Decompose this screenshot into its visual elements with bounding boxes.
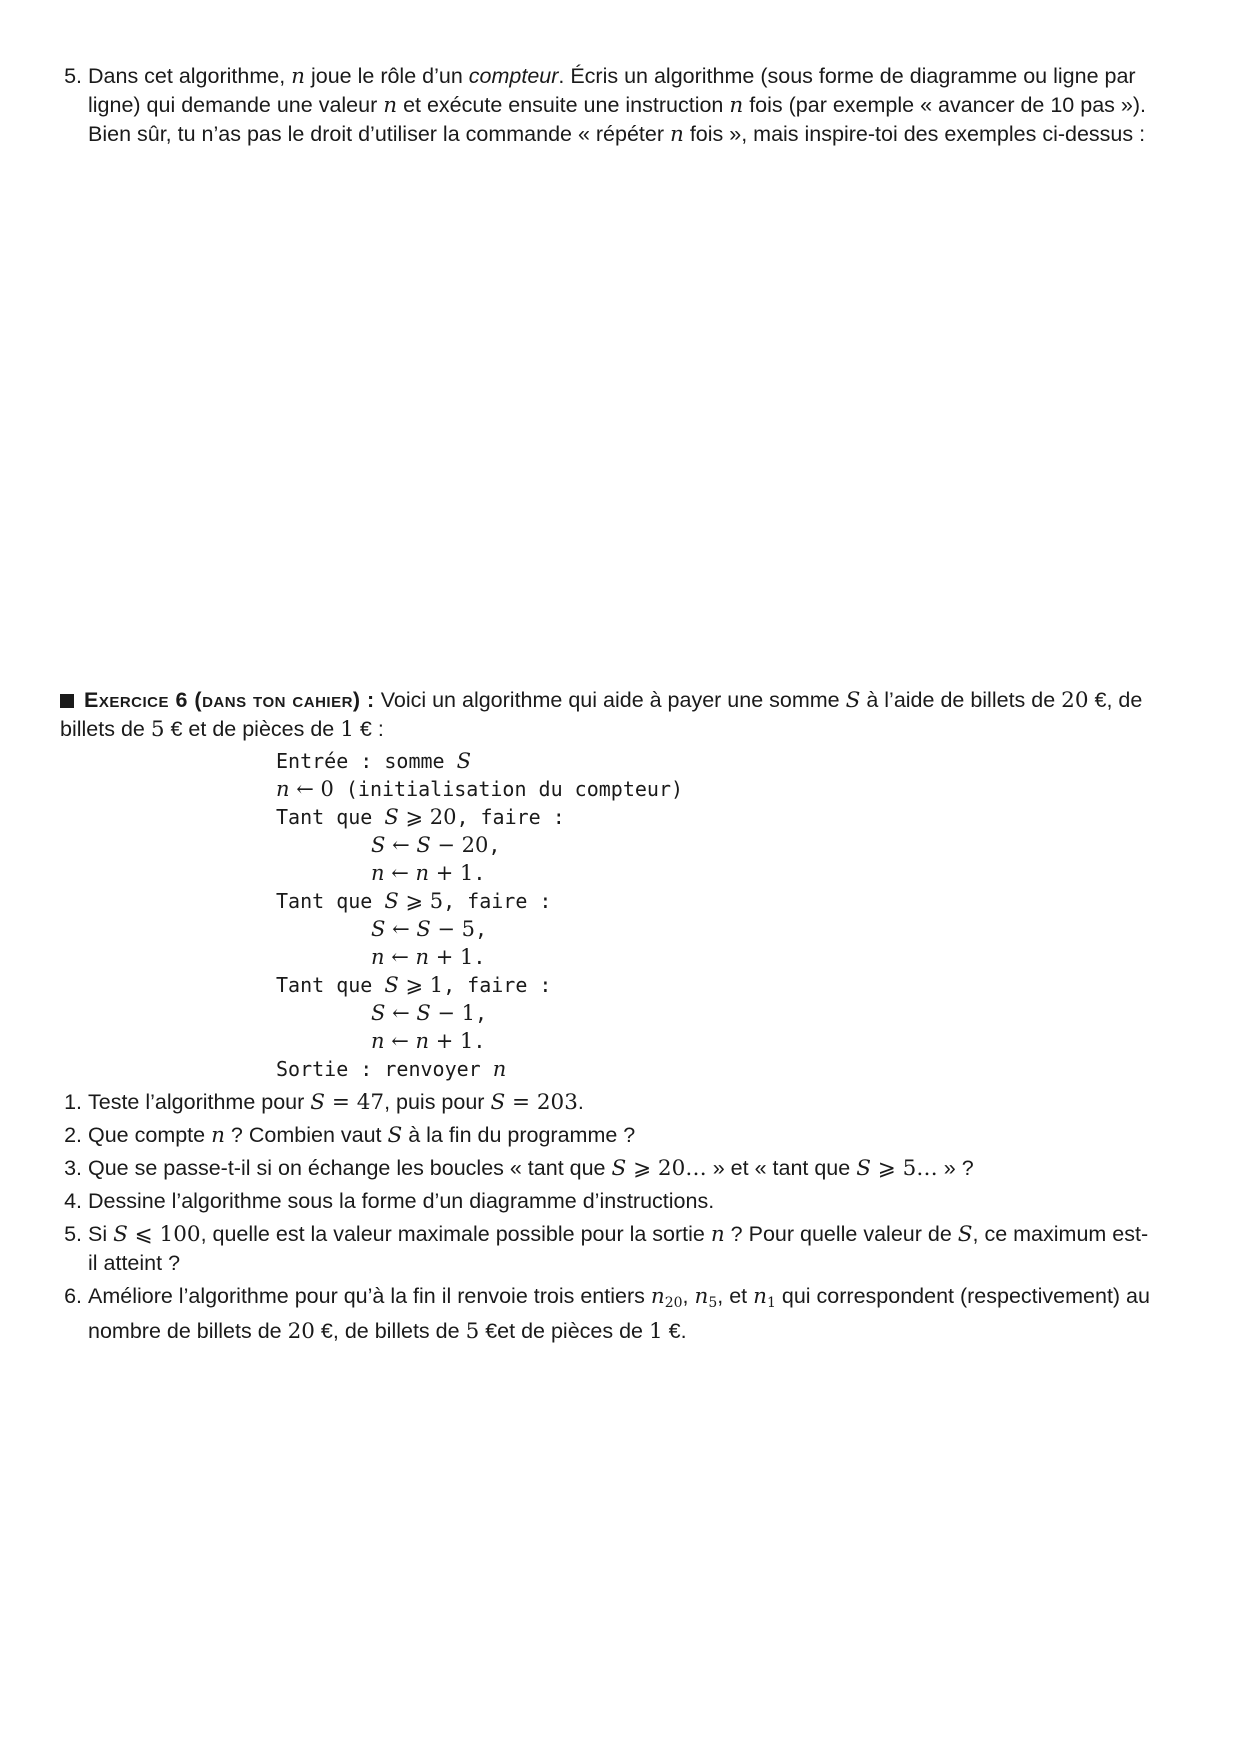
- item-number: 5.: [64, 64, 82, 88]
- item-text: Teste l’algorithme pour S = 47, puis pour S = 203.: [88, 1090, 584, 1115]
- item-text: Que se passe-t-il si on échange les boucles « tant que S ⩾ 20… » et « tant que S ⩾ 5… » ?: [88, 1156, 974, 1181]
- item-number: 2.: [64, 1123, 82, 1147]
- algo-line-sub1: S ← S − 1,: [371, 1001, 488, 1025]
- item-text: Dans cet algorithme, n joue le rôle d’un compteur. Écris un algorithme (sous forme de diagramme ou ligne par ligne) qui demande une valeur n et exécute ensuite une instruction n fois (par exemple « avancer de 10 pas »). Bien sûr, tu n’as pas le droit d’utiliser la commande « répéter n fois », mais inspire-toi des exemples ci-dessus :: [88, 64, 1146, 147]
- algo-line-init: n ← 0 (initialisation du compteur): [276, 777, 684, 801]
- question-2: [60, 1121, 1150, 1150]
- algo-line-output: Sortie : renvoyer n: [276, 1057, 507, 1081]
- item-text: Que compte n ? Combien vaut S à la fin du programme ?: [88, 1123, 636, 1148]
- item-number: 6.: [64, 1284, 82, 1308]
- item-number: 3.: [64, 1156, 82, 1180]
- question-5: [60, 1220, 1150, 1277]
- item-text: Si S ⩽ 100, quelle est la valeur maximale possible pour la sortie n ? Pour quelle valeur de S, ce maximum est-il atteint ?: [88, 1222, 1149, 1275]
- exercise-6-intro: Exercice 6 (dans ton cahier) : Voici un algorithme qui aide à payer une somme S à l’aide de billets de 20 €, de billets de 5 € et de pièces de 1 € :: [60, 688, 1143, 742]
- item-number: 4.: [64, 1189, 82, 1213]
- algo-line-input: Entrée : somme S: [276, 749, 472, 773]
- item-text: Dessine l’algorithme sous la forme d’un diagramme d’instructions.: [88, 1189, 715, 1213]
- algo-line-loop5: Tant que S ⩾ 5, faire :: [276, 889, 552, 913]
- question-1: [60, 1088, 1150, 1117]
- algo-line-loop1: Tant que S ⩾ 1, faire :: [276, 973, 552, 997]
- question-4: [60, 1187, 1150, 1215]
- question-6: [60, 1282, 1150, 1346]
- question-3: [60, 1154, 1150, 1183]
- question-5-prev: [60, 62, 1150, 149]
- algo-line-inc-a: n ← n + 1.: [371, 861, 486, 885]
- exercise-title: Exercice 6 (dans ton cahier) :: [84, 688, 375, 712]
- square-bullet-icon: [60, 694, 74, 708]
- algo-line-sub20: S ← S − 20,: [371, 833, 501, 857]
- item-number: 1.: [64, 1090, 82, 1114]
- algo-line-inc-c: n ← n + 1.: [371, 1029, 486, 1053]
- algo-line-sub5: S ← S − 5,: [371, 917, 488, 941]
- item-number: 5.: [64, 1222, 82, 1246]
- algo-line-inc-b: n ← n + 1.: [371, 945, 486, 969]
- algo-line-loop20: Tant que S ⩾ 20, faire :: [276, 805, 565, 829]
- item-text: Améliore l’algorithme pour qu’à la fin il renvoie trois entiers $n_{20}$, $n_5$, et $n_1$ qui correspondent (respectivement) au nombre de billets de 20 €, de billets de 5 €et de pièces de 1 €.: [88, 1284, 1150, 1344]
